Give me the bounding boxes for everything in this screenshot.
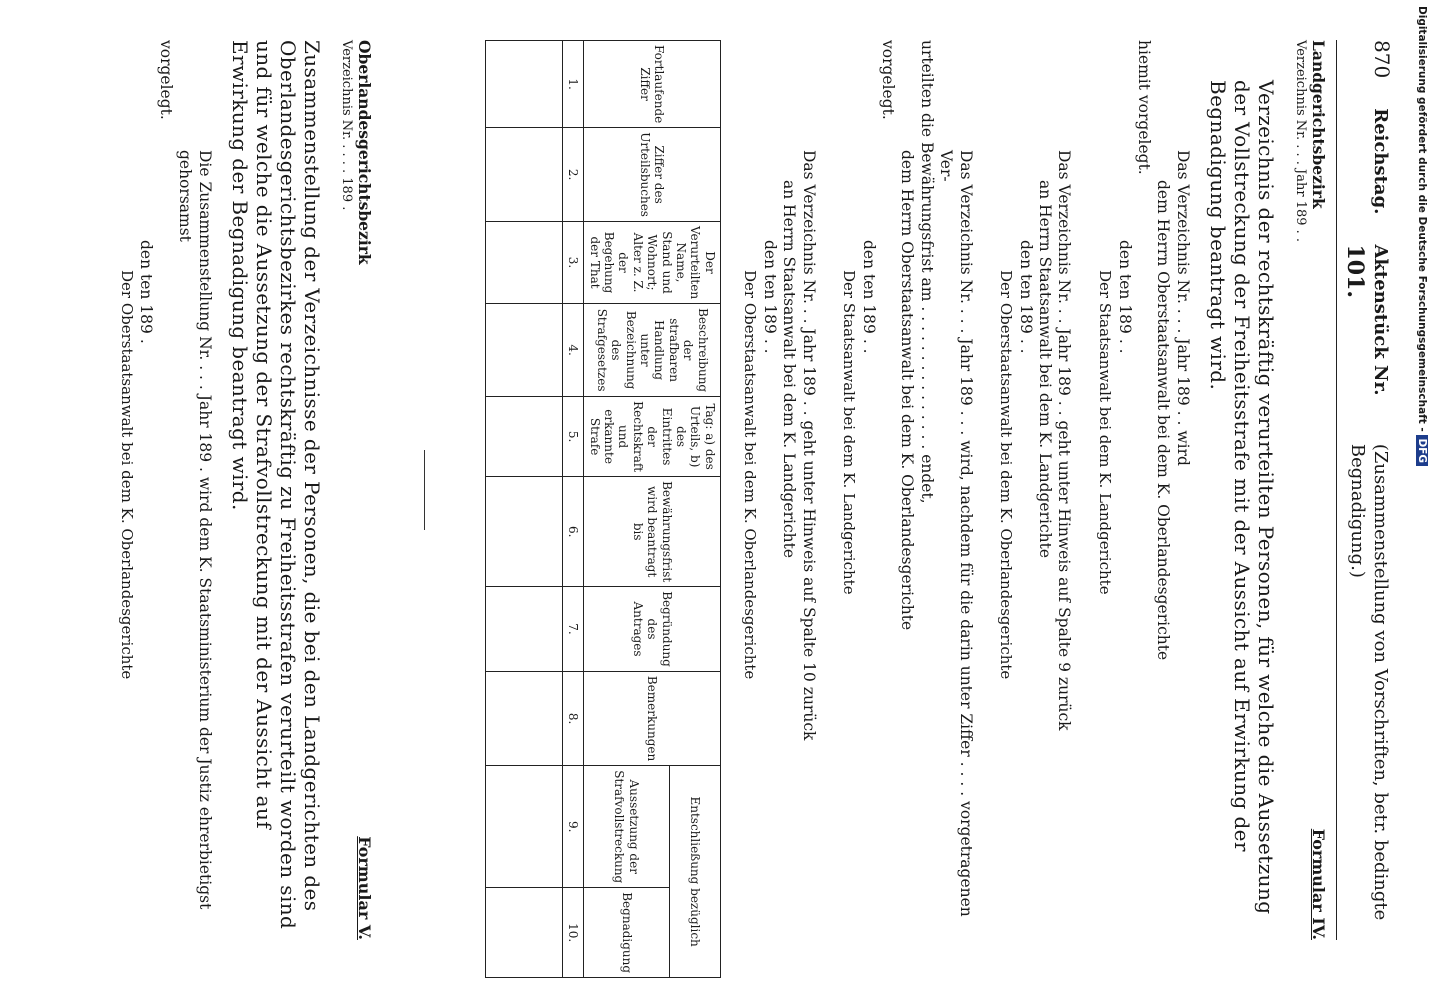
form5-label: Formular V. [354,836,374,940]
col-number: 9. [562,766,583,888]
form4-p2 [997,40,1074,940]
form4-p4-line1: Das Verzeichnis Nr. . . Jahr 189 . . geht unter Hinweis auf Spalte 10 zurück [799,150,818,741]
form4-p3-line1: Das Verzeichnis Nr. . . . Jahr 189 . . . wird, nachdem für die darin unter Ziffer . . . . vorgetragenen Ver- [937,150,975,917]
header-rule [1336,40,1337,940]
table-cell [485,587,562,672]
col-header-4: Beschreibung der strafbaren Handlung unter Bezeichnung des Strafgesetzes [584,304,721,397]
header-subtitle: (Zusammenstellung von Vorschriften, betr. bedingte Begnadigung.) [1347,443,1391,921]
form4-verz: Verzeichnis Nr. . . . Jahr 189 . . [1293,40,1308,243]
watermark-text-wrap [1416,6,1428,466]
col-header-6: Bewährungsfrist wird beantragt bis [584,477,721,587]
form5-p1 [117,40,213,940]
form5-p1-line2: vorgelegt. [156,40,175,120]
form4-date2: den ten 189 . . [1016,240,1035,354]
table-header-row [669,41,720,978]
header-title [1341,244,1391,413]
form5-p1-line1: Die Zusammenstellung Nr. . . . Jahr 189 . wird dem K. Staatsministerium der Justiz ehrerbietigst gehorsamst [176,150,214,910]
form4-head [1308,40,1328,940]
col-number: 7. [562,587,583,672]
col-number: 10. [562,888,583,978]
form5-head [354,40,374,940]
dfg-logo-icon: DFG [1416,435,1428,466]
section-separator [424,450,425,530]
col-header-group: Entschließung bezüglich [669,766,720,978]
form4-sign4: Der Oberstaatsanwalt bei dem K. Oberlandesgerichte [741,270,760,680]
form4-date4: den ten 189 . . [760,240,779,354]
form5-verz: Verzeichnis Nr. . . . . 189 . [338,40,354,211]
form4-sign3: Der Staatsanwalt bei dem K. Landgerichte [840,270,859,595]
table-cell [485,397,562,477]
form5-sign1: Der Oberstaatsanwalt bei dem K. Oberlandesgerichte [118,270,137,680]
table-cell [485,477,562,587]
form4-p4-line2: an Herrn Staatsanwalt bei dem K. Landgerichte [780,180,799,559]
col-header-10: Begnadigung [584,888,669,978]
table-cell [485,128,562,222]
form4-p3-line4: vorgelegt. [879,40,898,120]
table-cell [485,671,562,765]
form4-sign1: Der Staatsanwalt bei dem K. Landgerichte [1096,270,1115,595]
col-header-2: Ziffer des Urteilsbuches [584,128,721,222]
form4-title: Verzeichnis der rechtskräftig verurteilten Personen, für welche die Aussetzung der Vollstreckung der Freiheitsstrafe mit der Aussicht auf Erwirkung der Begnadigung beantragt wird. [1205,80,1278,915]
form4-p3-line3: dem Herrn Oberstaatsanwalt bei dem K. Oberlandesgerichte [898,150,917,631]
title-prefix: Aktenstück Nr. [1370,244,1391,396]
form4-table [485,40,721,978]
table-row [485,41,562,978]
form4-p3 [840,40,975,940]
form4-p1-line2: dem Herrn Oberstaatsanwalt bei dem K. Oberlandesgerichte [1154,180,1173,661]
col-header-7: Begründung des Antrages [584,587,721,672]
form5-district: Oberlandesgerichtsbezirk [354,40,374,265]
digitization-watermark [1410,6,1430,996]
col-number: 6. [562,477,583,587]
form4-sign2: Der Oberstaatsanwalt bei dem K. Oberlandesgerichte [997,270,1016,680]
table-cell [485,766,562,888]
table-cell [485,41,562,128]
form5-title: Zusammenstellung der Verzeichnisse der Personen, die bei den Landgerichten des Oberlandesgerichtsbezirkes rechtskräftig zu Freiheitsstrafen verurteilt worden sind und für welche die Aussetzung der Strafvollstreckung mit der Aussicht auf Erwirkung der Begnadigung beantragt wird. [227,40,324,930]
col-number: 5. [562,397,583,477]
col-header-9: Aussetzung der Strafvollstreckung [584,766,669,888]
document-page [109,40,1394,974]
col-header-8: Bemerkungen [584,671,721,765]
table-number-row [562,41,583,978]
table-cell [485,304,562,397]
form4-p1-line1: Das Verzeichnis Nr. . . . Jahr 189 . . wird [1173,150,1192,466]
col-number: 1. [562,41,583,128]
col-header-1: Fortlaufende Ziffer [584,41,721,128]
header-left: Reichstag. [1370,108,1391,215]
col-number: 8. [562,671,583,765]
form4-p2-line1: Das Verzeichnis Nr. . . Jahr 189 . . geht unter Hinweis auf Spalte 9 zurück [1055,150,1074,731]
form4-p4 [741,40,818,940]
title-number: 101. [1342,244,1369,299]
page-number: 870 [1370,40,1394,79]
form4-p2-line2: an Herrn Staatsanwalt bei dem K. Landgerichte [1036,180,1055,559]
form4-p1-line3: hiemit vorgelegt. [1135,40,1153,175]
table-cell [485,888,562,978]
col-number: 3. [562,221,583,303]
form4-p3-line2: urteilten die Bewährungsfrist am . . . . . . . . . . . . . . . endet, [917,40,936,504]
form4-label: Formular IV. [1309,828,1328,940]
table-cell [485,221,562,303]
form4-date3: den ten 189 . . [859,240,878,354]
col-number: 2. [562,128,583,222]
col-header-5: Tag: a) des Urteils, b) des Eintrittes der Rechtskraft und erkannte Strafe [584,397,721,477]
form4-date1: den ten 189 . . [1115,240,1134,354]
form5-date1: den ten 189 . [137,240,156,344]
form4-district: Landgerichtsbezirk [1309,40,1328,209]
col-number: 4. [562,304,583,397]
watermark-text: Digitalisierung gefördert durch die Deutsche Forschungsgemeinschaft - [1416,6,1428,432]
form4-p1 [1096,40,1192,940]
page-header [1341,40,1394,940]
col-header-3: Der Verurteilten Name, Stand und Wohnort; Alter z. Z. der Begehung der That [584,221,721,303]
